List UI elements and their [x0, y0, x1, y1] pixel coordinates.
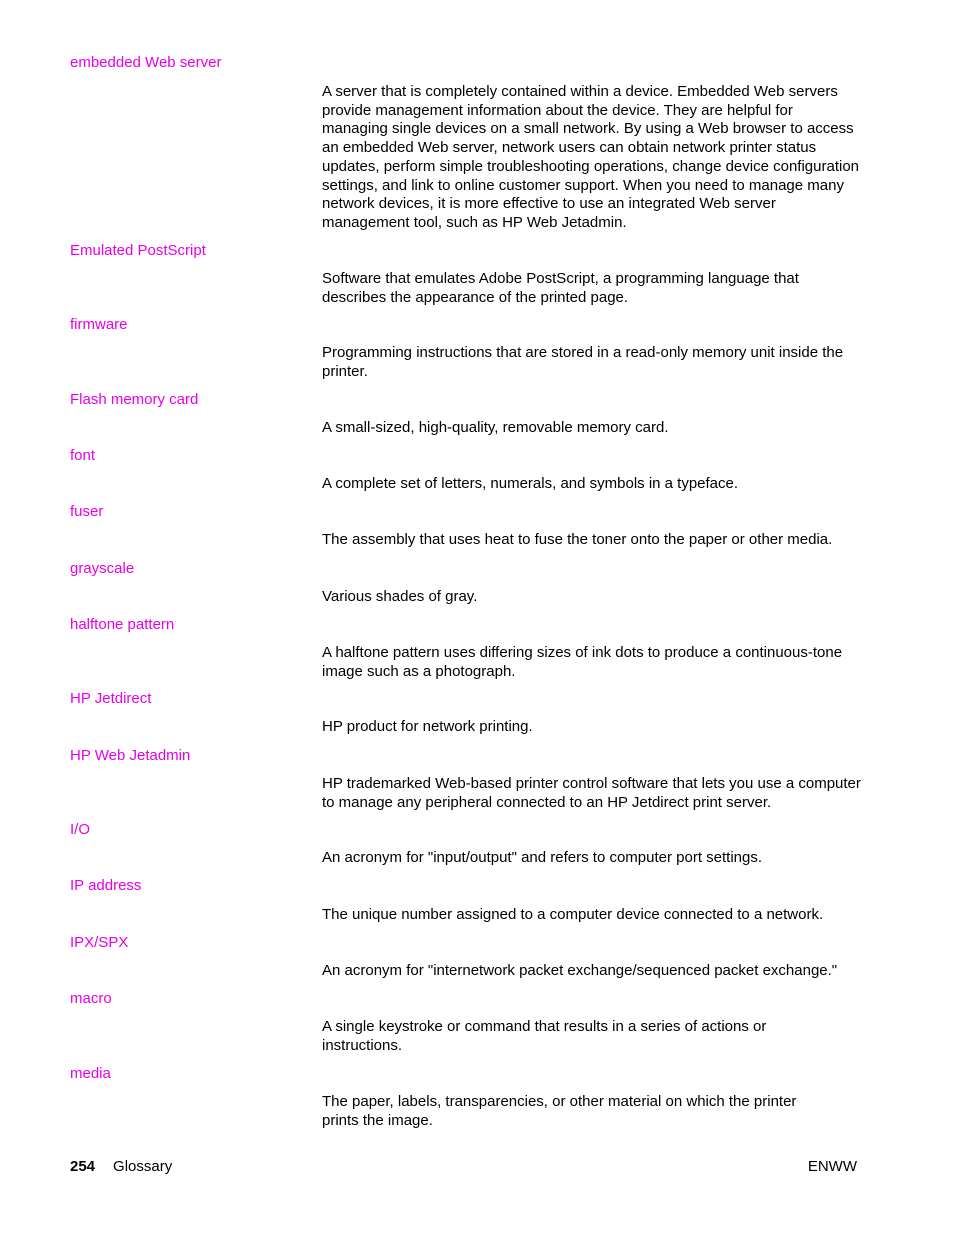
term-link[interactable]: IP address: [70, 877, 142, 894]
term-link[interactable]: I/O: [70, 821, 91, 838]
document-id: ENWW: [807, 1158, 857, 1175]
term-definition: An acronym for "internetwork packet exchange/sequenced packet exchange.": [322, 962, 838, 979]
term-link[interactable]: IPX/SPX: [70, 934, 129, 951]
page-number: 254: [70, 1158, 96, 1175]
term-link[interactable]: Emulated PostScript: [70, 242, 206, 259]
term-link[interactable]: halftone pattern: [70, 616, 175, 633]
term-definition: HP product for network printing.: [322, 718, 533, 735]
term-link[interactable]: embedded Web server: [70, 54, 222, 71]
page-footer: [70, 1158, 857, 1177]
term-link[interactable]: media: [70, 1065, 111, 1082]
term-link[interactable]: fuser: [70, 503, 104, 520]
term-definition: Programming instructions that are stored in a read-only memory unit inside the printer.: [322, 344, 844, 380]
term-definition: An acronym for "input/output" and refers to computer port settings.: [322, 849, 763, 866]
term-definition: The unique number assigned to a computer device connected to a network.: [322, 906, 824, 923]
term-definition: A small-sized, high-quality, removable memory card.: [322, 419, 669, 436]
term-definition: The paper, labels, transparencies, or other material on which the printer prints the image.: [322, 1093, 797, 1129]
term-link[interactable]: grayscale: [70, 560, 135, 577]
term-definition: A single keystroke or command that results in a series of actions or instructions.: [322, 1018, 767, 1054]
term-definition: Software that emulates Adobe PostScript, a programming language that describes the appearance of the printed page.: [322, 270, 799, 306]
term-definition: A server that is completely contained within a device. Embedded Web servers provide management information about the device. They are helpful for managing single devices on a small network. By using a Web browser to access an embedded Web server, network users can obtain network printer status updates, perform simple troubleshooting operations, change device configuration settings, and link to online customer support. When you need to manage many network devices, it is more effective to use an integrated Web server management tool, such as HP Web Jetadmin.: [322, 83, 859, 231]
term-definition: A complete set of letters, numerals, and symbols in a typeface.: [322, 475, 739, 492]
term-link[interactable]: Flash memory card: [70, 391, 199, 408]
term-definition: HP trademarked Web-based printer control software that lets you use a computer to manage any peripheral connected to an HP Jetdirect print server.: [322, 775, 861, 811]
term-link[interactable]: font: [70, 447, 96, 464]
term-definition: The assembly that uses heat to fuse the toner onto the paper or other media.: [322, 531, 833, 548]
term-definition: Various shades of gray.: [322, 588, 478, 605]
term-link[interactable]: HP Jetdirect: [70, 690, 152, 707]
term-link[interactable]: HP Web Jetadmin: [70, 747, 191, 764]
term-definition: A halftone pattern uses differing sizes of ink dots to produce a continuous-tone image such as a photograph.: [322, 644, 843, 680]
term-link[interactable]: firmware: [70, 316, 128, 333]
term-link[interactable]: macro: [70, 990, 112, 1007]
section-title: Glossary: [113, 1158, 173, 1175]
